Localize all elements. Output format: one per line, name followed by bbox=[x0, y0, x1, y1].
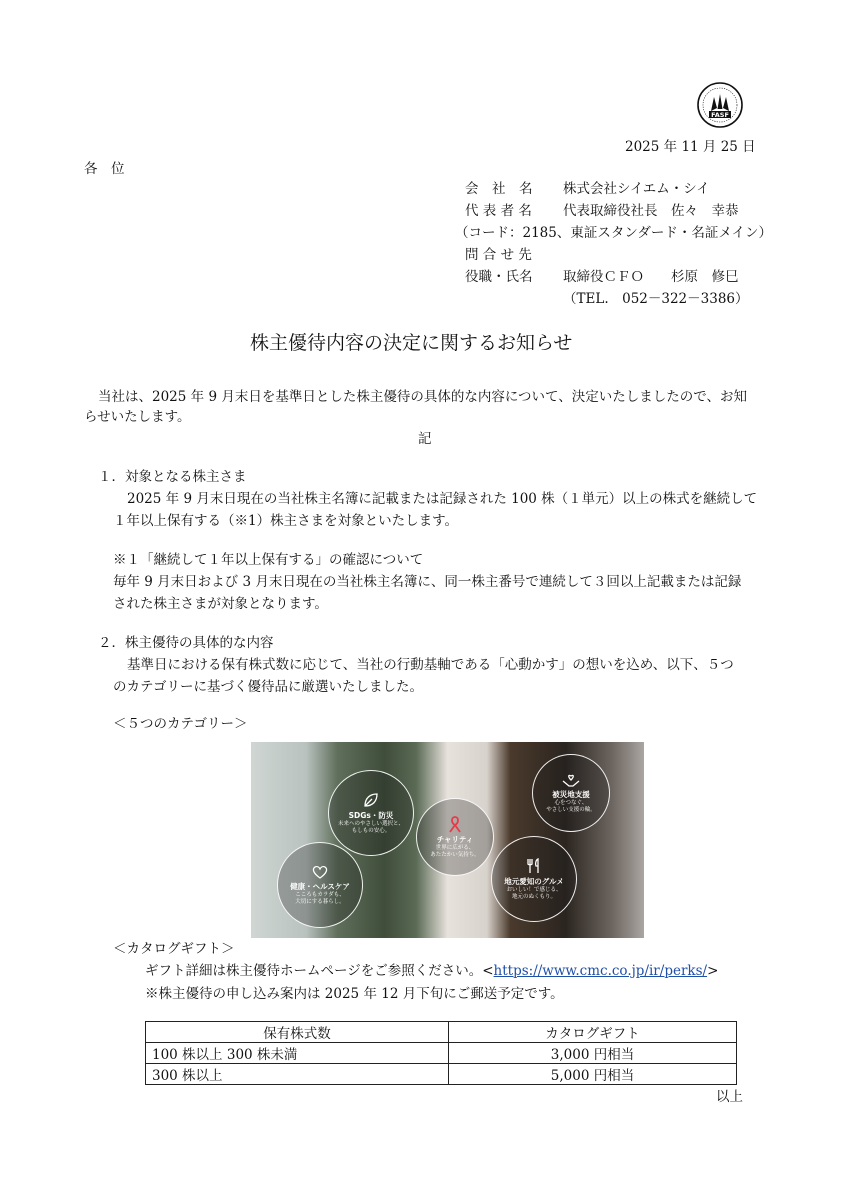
category-sub: 世界に広がる、 あたたかい気持ち。 bbox=[430, 844, 480, 858]
section1-line-1: 2025 年 9 月末日現在の当社株主名簿に記載または記録された 100 株（１単元）以上の株式を継続して bbox=[127, 491, 758, 507]
representative-name: 代表取締役社長 佐々 幸恭 bbox=[563, 203, 739, 219]
gift-cell: 3,000 円相当 bbox=[449, 1043, 737, 1064]
heart-icon bbox=[311, 864, 329, 880]
header-shares: 保有株式数 bbox=[146, 1022, 449, 1043]
category-health bbox=[277, 842, 363, 928]
catalog-detail-text: ギフト詳細は株主優待ホームページをご参照ください。< bbox=[145, 963, 494, 979]
contact-person: 取締役ＣＦＯ 杉原 修巳 bbox=[563, 269, 739, 285]
categories-image bbox=[251, 742, 644, 938]
date: 2025 年 11 月 25 日 bbox=[625, 139, 756, 155]
representative-label: 代 表 者 名 bbox=[465, 203, 532, 219]
application-notice: ※株主優待の申し込み案内は 2025 年 12 月下旬にご郵送予定です。 bbox=[145, 986, 564, 1002]
catalog-heading: ＜カタログギフト＞ bbox=[113, 941, 235, 957]
sender-block bbox=[455, 178, 773, 310]
catalog-detail bbox=[145, 960, 718, 982]
contact-tel: （TEL. 052－322－3386） bbox=[563, 291, 749, 307]
section2-line-2: のカテゴリーに基づく優待品に厳選いたしました。 bbox=[113, 679, 423, 695]
section2-heading: ２．株主優待の具体的な内容 bbox=[98, 635, 274, 651]
company-label: 会 社 名 bbox=[465, 181, 533, 197]
position-label: 役職・氏名 bbox=[465, 269, 533, 285]
company-name: 株式会社シイエム・シイ bbox=[563, 181, 710, 197]
category-disaster-support bbox=[532, 754, 610, 832]
category-charity bbox=[416, 798, 494, 876]
intro-line-2: らせいたします。 bbox=[84, 409, 191, 425]
category-sub: 未来へのやさしい選択と、 もしもの安心。 bbox=[337, 820, 404, 834]
catalog-detail-close: > bbox=[707, 963, 719, 979]
category-title: SDGs・防災 bbox=[348, 810, 394, 820]
shares-cell: 100 株以上 300 株未満 bbox=[146, 1043, 449, 1064]
categories-heading: ＜５つのカテゴリー＞ bbox=[113, 716, 248, 732]
table-row bbox=[146, 1043, 737, 1064]
closing-ijo: 以上 bbox=[716, 1089, 743, 1105]
category-sub: 心をつなぐ、 やさしい支援の輪。 bbox=[546, 799, 596, 813]
category-title: 地元愛知のグルメ bbox=[504, 876, 564, 886]
hands-heart-icon bbox=[561, 772, 581, 788]
ki-marker: 記 bbox=[418, 431, 432, 447]
perks-link[interactable]: https://www.cmc.co.jp/ir/perks/ bbox=[493, 963, 708, 979]
leaf-icon bbox=[362, 791, 380, 809]
note-line-2: された株主さまが対象となります。 bbox=[113, 596, 328, 612]
page-title: 株主優待内容の決定に関するお知らせ bbox=[250, 332, 573, 354]
category-sdgs bbox=[328, 770, 414, 856]
section1-line-2: １年以上保有する（※1）株主さまを対象といたします。 bbox=[113, 513, 459, 529]
gift-cell: 5,000 円相当 bbox=[449, 1064, 737, 1085]
shares-cell: 300 株以上 bbox=[146, 1064, 449, 1085]
category-sub: こころもカラダも、 大切にする暮らし。 bbox=[295, 891, 345, 905]
category-title: 健康・ヘルスケア bbox=[290, 881, 350, 891]
contact-label: 問 合 せ 先 bbox=[465, 247, 532, 263]
category-sub: おいしい！で感じる、 地元のぬくもり。 bbox=[506, 886, 562, 900]
category-title: チャリティ bbox=[436, 834, 474, 844]
section2-line-1: 基準日における保有株式数に応じて、当社の行動基軸である「心動かす」の想いを込め、以下、５つ bbox=[127, 657, 734, 673]
ribbon-icon bbox=[447, 815, 463, 833]
section1-heading: １．対象となる株主さま bbox=[98, 469, 247, 485]
fasf-seal-logo bbox=[697, 82, 743, 128]
table-header-row bbox=[146, 1022, 737, 1043]
table-row bbox=[146, 1064, 737, 1085]
cutlery-icon bbox=[525, 857, 543, 875]
category-title: 被災地支援 bbox=[552, 789, 590, 799]
note-heading: ※１「継続して１年以上保有する」の確認について bbox=[113, 552, 424, 568]
svg-text:FASF: FASF bbox=[711, 111, 729, 119]
gift-table bbox=[145, 1021, 737, 1085]
stock-code-line: （コード：2185、東証スタンダード・名証メイン） bbox=[455, 225, 773, 241]
header-catalog-gift: カタログギフト bbox=[449, 1022, 737, 1043]
category-local-gourmet bbox=[491, 836, 577, 922]
addressee: 各 位 bbox=[84, 161, 125, 177]
intro-line-1: 当社は、2025 年 9 月末日を基準日とした株主優待の具体的な内容について、決定いたしましたので、お知 bbox=[98, 389, 748, 405]
note-line-1: 毎年 9 月末日および 3 月末日現在の当社株主名簿に、同一株主番号で連続して３回以上記載または記録 bbox=[113, 574, 742, 590]
